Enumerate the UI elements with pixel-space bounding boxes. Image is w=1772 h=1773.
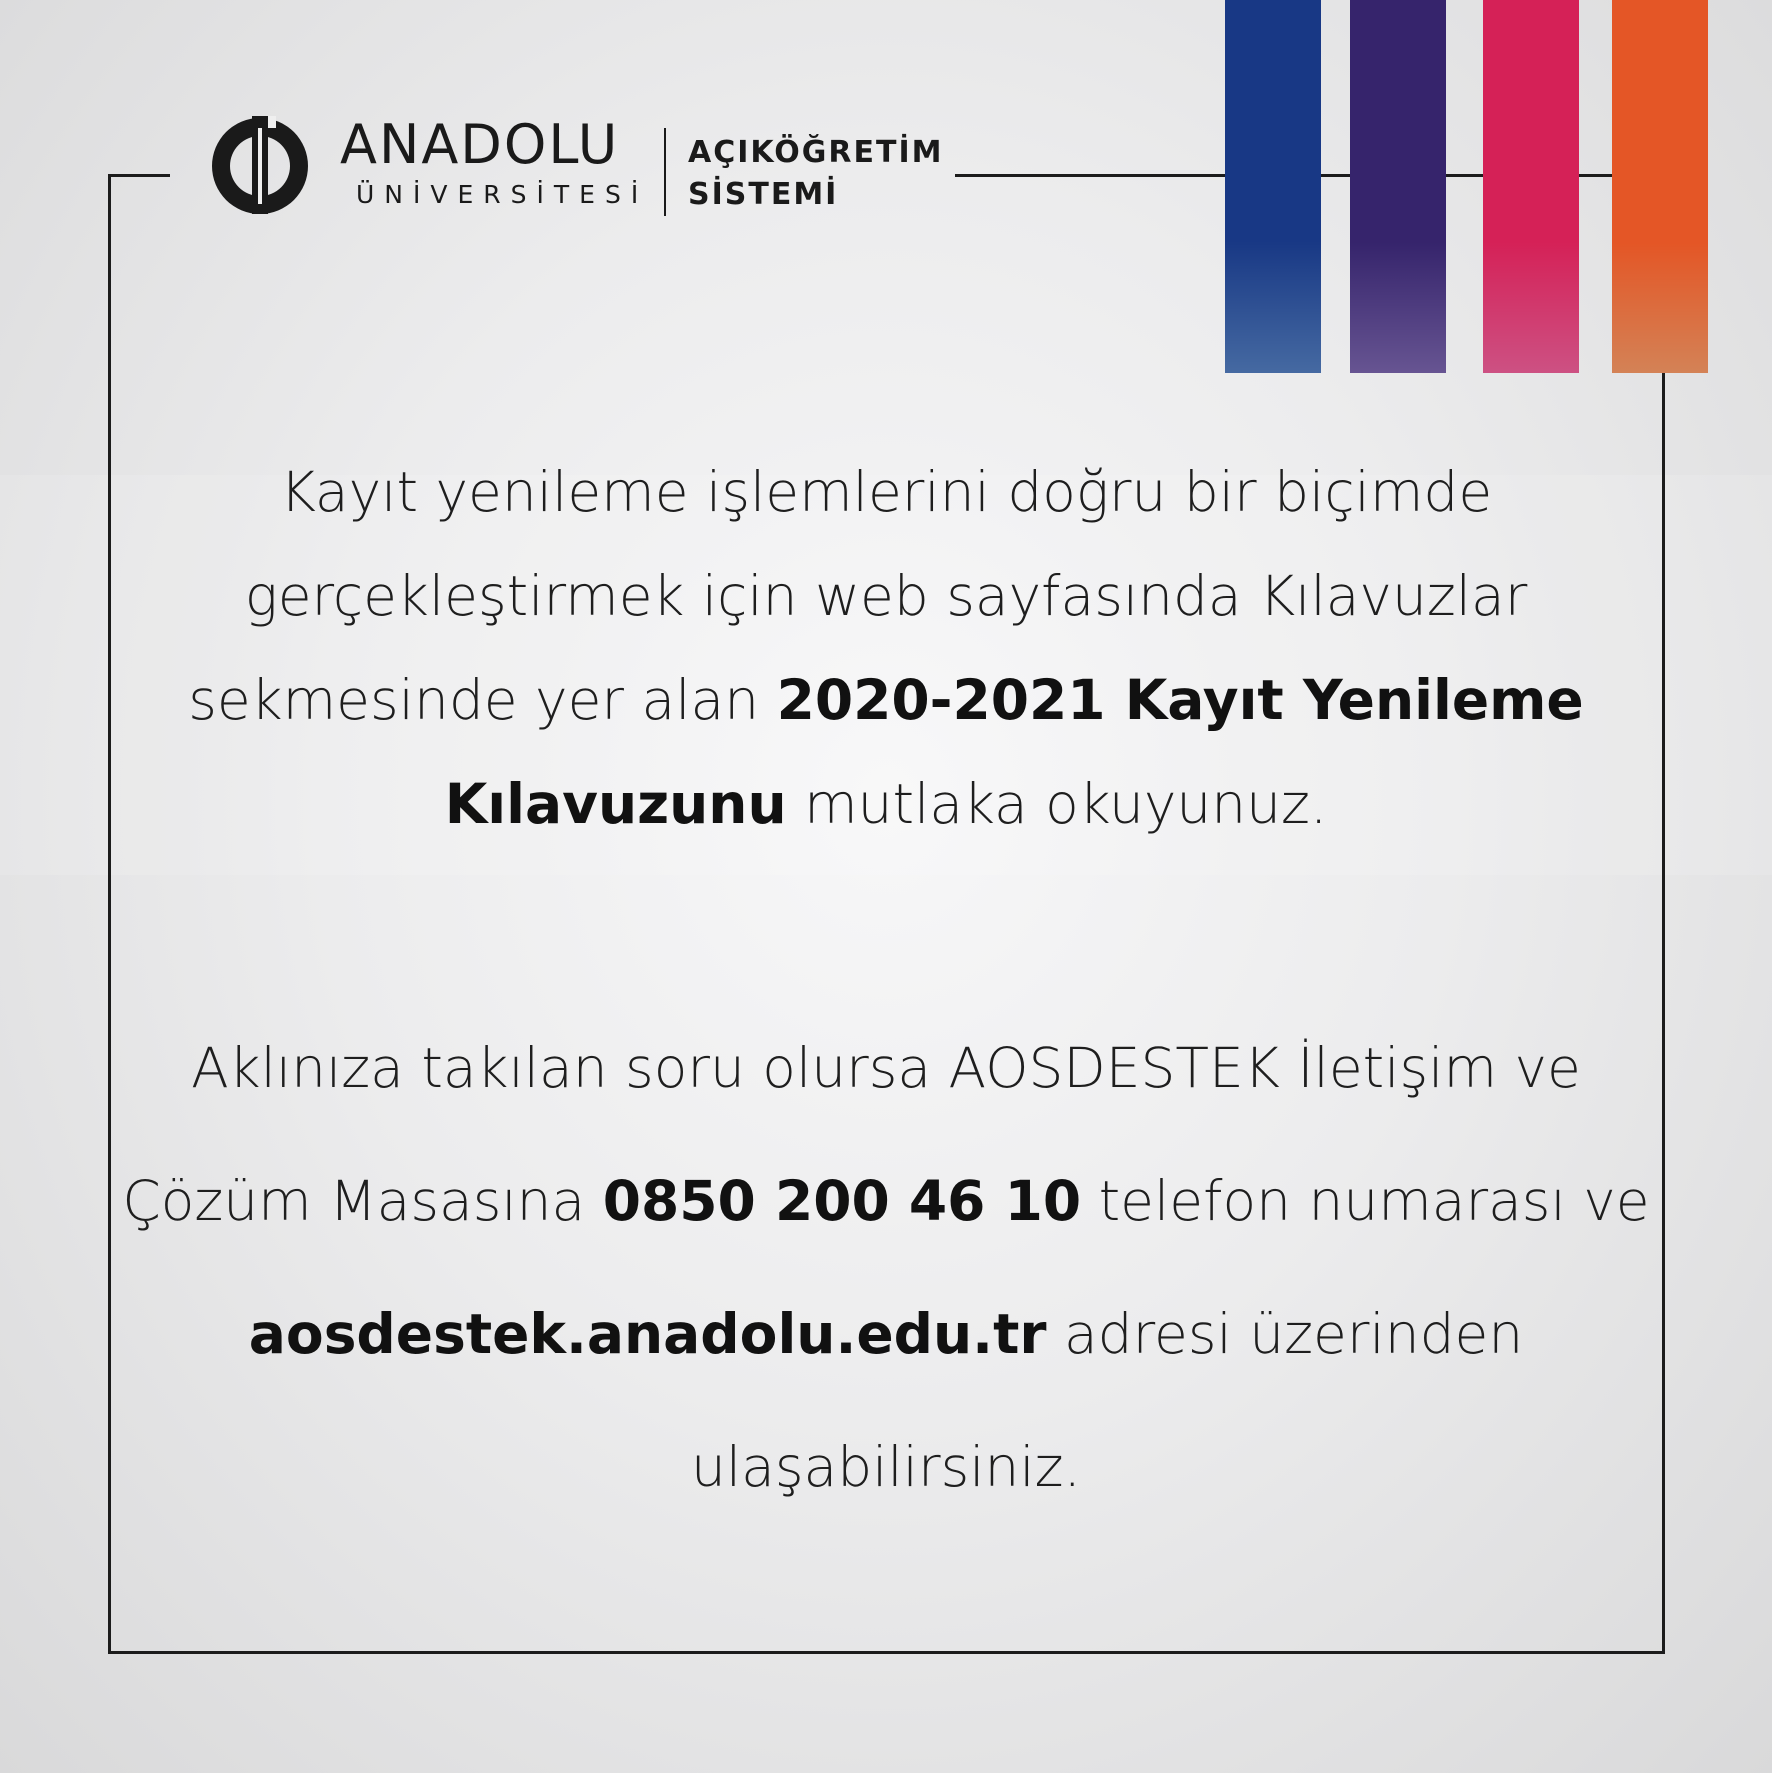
frame-bottom	[108, 1651, 1665, 1654]
color-bar-blue	[1225, 0, 1321, 373]
guide-title: 2020-2021 Kayıt Yenileme Kılavuzunu	[444, 668, 1584, 836]
registration-message-text: Kayıt yenileme işlemlerini doğru bir biçimde gerçekleştirmek için web sayfasında Kılavuzlar sekmesinde yer alan	[188, 460, 1528, 732]
support-message-middle: telefon numarası ve	[1081, 1169, 1650, 1233]
university-logo-icon	[206, 112, 314, 220]
support-message-text: Aklınıza takılan soru olursa AOSDESTEK İletişim ve Çözüm Masasına	[122, 1036, 1581, 1233]
frame-top-left	[108, 174, 170, 177]
system-name-line1: AÇIKÖĞRETİM	[688, 135, 944, 170]
system-name	[688, 132, 944, 216]
color-bar-purple	[1350, 0, 1446, 373]
brand-divider	[664, 128, 666, 216]
system-name-line2: SİSTEMİ	[688, 177, 839, 212]
support-phone: 0850 200 46 10	[602, 1169, 1082, 1233]
brand-subtitle: ÜNİVERSİTESİ	[356, 180, 649, 209]
color-bar-pink	[1483, 0, 1579, 373]
support-message	[100, 1002, 1672, 1534]
color-bar-orange	[1612, 0, 1708, 373]
registration-message-end: mutlaka okuyunuz.	[786, 772, 1328, 836]
support-website: aosdestek.anadolu.edu.tr	[248, 1302, 1047, 1366]
brand-name: ANADOLU	[340, 113, 620, 176]
registration-message	[100, 440, 1672, 856]
support-message-end: adresi üzerinden ulaşabilirsiniz.	[691, 1302, 1524, 1499]
